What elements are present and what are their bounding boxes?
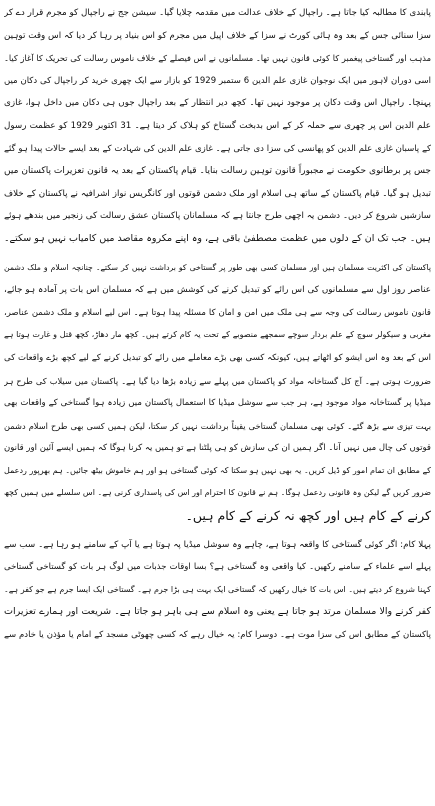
text-line: پاکستان کے مطابق اس کی سزا موت ہے۔ دوسرا کام: یہ خیال رہے کہ کسی چھوٹی مسجد کے امام یا مؤذن یا خادم سے bbox=[4, 630, 431, 641]
paragraph-2 bbox=[4, 257, 431, 528]
text-line: سزا سنائی جس کے بعد وہ ہائی کورٹ نے سزا کے خلاف اپیل میں مجرم کو اس بنیاد پر رہا کر دیا کہ اس وقت توہین bbox=[4, 30, 431, 41]
text-line: ضرورت ہوتی ہے۔ آج کل گستاخانہ مواد کو پاکستان میں پہلے سے زیادہ بڑھا دیا گیا ہے۔ پاکستان میں سیلاب کی طرح ہر bbox=[4, 375, 431, 386]
text-line: بہت تیزی سے بڑھ گئے۔ کوئی بھی مسلمان گستاخی یقیناً برداشت نہیں کر سکتا، لیکن ہمیں کسی بھی طرح اسلام دشمن bbox=[4, 420, 431, 431]
text-line: سازشیں شروع کر دیں۔ دشمن یہ اچھی طرح جانتا ہے کہ مسلمانان پاکستان عشق رسالت کی زنجیر میں بندھے ہوئے bbox=[4, 211, 431, 222]
text-line: پہلے اسے علماء کے سامنے رکھیں۔ کیا واقعی وہ گستاخی ہے؟ بسا اوقات جذبات میں لوگ ہر بات کو گستاخی گستاخی bbox=[4, 562, 431, 573]
paragraph-3 bbox=[4, 534, 431, 647]
text-line: کہنا شروع کر دیتے ہیں۔ اس بات کا خیال رکھیں کہ گستاخی ایک بہت ہی بڑا جرم ہے۔ گستاخی ایک ایسا جرم ہے جو کفر ہے۔ bbox=[4, 584, 431, 594]
text-line: قوتوں کی چال میں نہیں آنا۔ اگر ہمیں ان کی سازش کو ہی پلٹنا ہے تو ہمیں یہ کرنا ہوگا کہ ہمیں ایسے آئین اور قانون bbox=[4, 443, 431, 454]
text-line: پاکستان کی اکثریت مسلمان ہیں اور مسلمان کسی بھی طور پر گستاخی کو برداشت نہیں کر سکتے۔ چنانچہ اسلام و ملک دشمن bbox=[4, 262, 431, 272]
text-line: کفر کرنے والا مسلمان مرتد ہو جاتا ہے یعنی وہ اسلام سے ہی باہر ہو جاتا ہے۔ شریعت اور ہمارے تعزیرات bbox=[4, 606, 431, 618]
text-line: ضرور کریں گے لیکن وہ قانونی ردعمل ہوگا۔ ہم نے قانون کا احترام اور اس کی پاسداری کرنی ہے۔ اس سلسلے میں ہمیں کچھ bbox=[4, 488, 431, 498]
text-line: عناصر روز اول سے مسلمانوں کی اس رائے کو تبدیل کرنے کی کوشش میں ہے کہ مسلمان اس بات پر آمادہ ہو جائے، bbox=[4, 285, 431, 296]
text-line: پابندی کا مطالبہ کیا جاتا ہے۔ راجپال کے خلاف عدالت میں مقدمہ چلایا گیا۔ سیشن جج نے راجپال کو مجرم قرار دے کر bbox=[4, 8, 431, 18]
text-line: کے مطابق ان تمام امور کو ڈیل کریں۔ یہ بھی نہیں ہو سکتا کہ کوئی گستاخی ہو اور ہم خاموش بیٹھ جائیں۔ ہم بھرپور ردعمل bbox=[4, 465, 431, 475]
text-line: میڈیا پر گستاخانہ مواد موجود ہے، ہر جب سے سوشل میڈیا کا استعمال پاکستان میں زیادہ ہوا گستاخی کے واقعات بھی bbox=[4, 398, 431, 409]
text-line: جس پر برطانوی حکومت نے مجبوراً قانون توہین رسالت بنایا۔ قیام پاکستان کے بعد یہ قانون تعزیرات پاکستان میں bbox=[4, 166, 431, 177]
text-line: اسی دوران لاہور میں ایک نوجوان غازی علم الدین 6 ستمبر 1929 کو بازار سے ایک چھری خرید کر راجپال کی دکان میں bbox=[4, 75, 431, 86]
text-line: مذہب اور گستاخی پیغمبر کا کوئی قانون نہیں تھا۔ مسلمانوں نے اس فیصلے کے خلاف ناموس رسالت کی تحریک کا آغاز کیا۔ bbox=[4, 53, 431, 64]
paragraph-1 bbox=[4, 2, 431, 251]
text-line: مغربی و سیکولر سوچ کے علم بردار سوچے سمجھے منصوبے کے تحت یہ کام کرتے ہیں۔ کچھ مار دھاڑ، کچھ قتل و غارت ہوتا ہے bbox=[4, 330, 431, 340]
text-line: اس کے بعد وہ اس ایشو کو اٹھاتے ہیں، کیونکہ کسی بھی بڑے معاملے میں رائے کو تبدیل کرنے کے لیے کچھ بڑے واقعات کی bbox=[4, 352, 431, 363]
text-line: ہیں۔ جب تک ان کے دلوں میں عظمت مصطفیٰ باقی ہے، وہ اپنے مکروہ مقاصد میں کامیاب نہیں ہو سکتے۔ bbox=[4, 232, 431, 244]
text-line: کے پاسبان غازی علم الدین کو پھانسی کی سزا دی جاتی ہے۔ غازی علم الدین کی شہادت کے بعد ایسے حالات پیدا ہو گئے bbox=[4, 143, 431, 154]
text-line: کرنے کے کام ہیں اور کچھ نہ کرنے کے کام ہیں۔ bbox=[185, 508, 431, 524]
text-line: علم الدین اس پر چھری سے حملہ کر کے اس بدبخت گستاخ کو ہلاک کر دیتا ہے۔ 31 اکتوبر 1929 کو عظمت رسول bbox=[4, 120, 431, 131]
text-line: پہلا کام: اگر کوئی گستاخی کا واقعہ ہوتا ہے، چاہے وہ سوشل میڈیا پہ ہوتا ہے یا آپ کے سامنے ہو رہا ہے۔ سب سے bbox=[4, 539, 431, 550]
text-line: قانون ناموس رسالت کی وجہ سے ہی ملک میں امن و امان کا مسئلہ پیدا ہوتا ہے۔ اس لیے اسلام و ملک دشمن عناصر، bbox=[4, 307, 431, 318]
text-line: تبدیل ہو گیا۔ قیام پاکستان کے ساتھ ہی اسلام اور ملک دشمن قوتوں اور کانگریس نواز اشرافیہ نے پاکستان کے خلاف bbox=[4, 188, 431, 199]
text-line: پہنچا۔ راجپال اس وقت دکان پر موجود نہیں تھا۔ کچھ دیر انتظار کے بعد راجپال جوں ہی دکان میں داخل ہوا، غازی bbox=[4, 98, 431, 109]
